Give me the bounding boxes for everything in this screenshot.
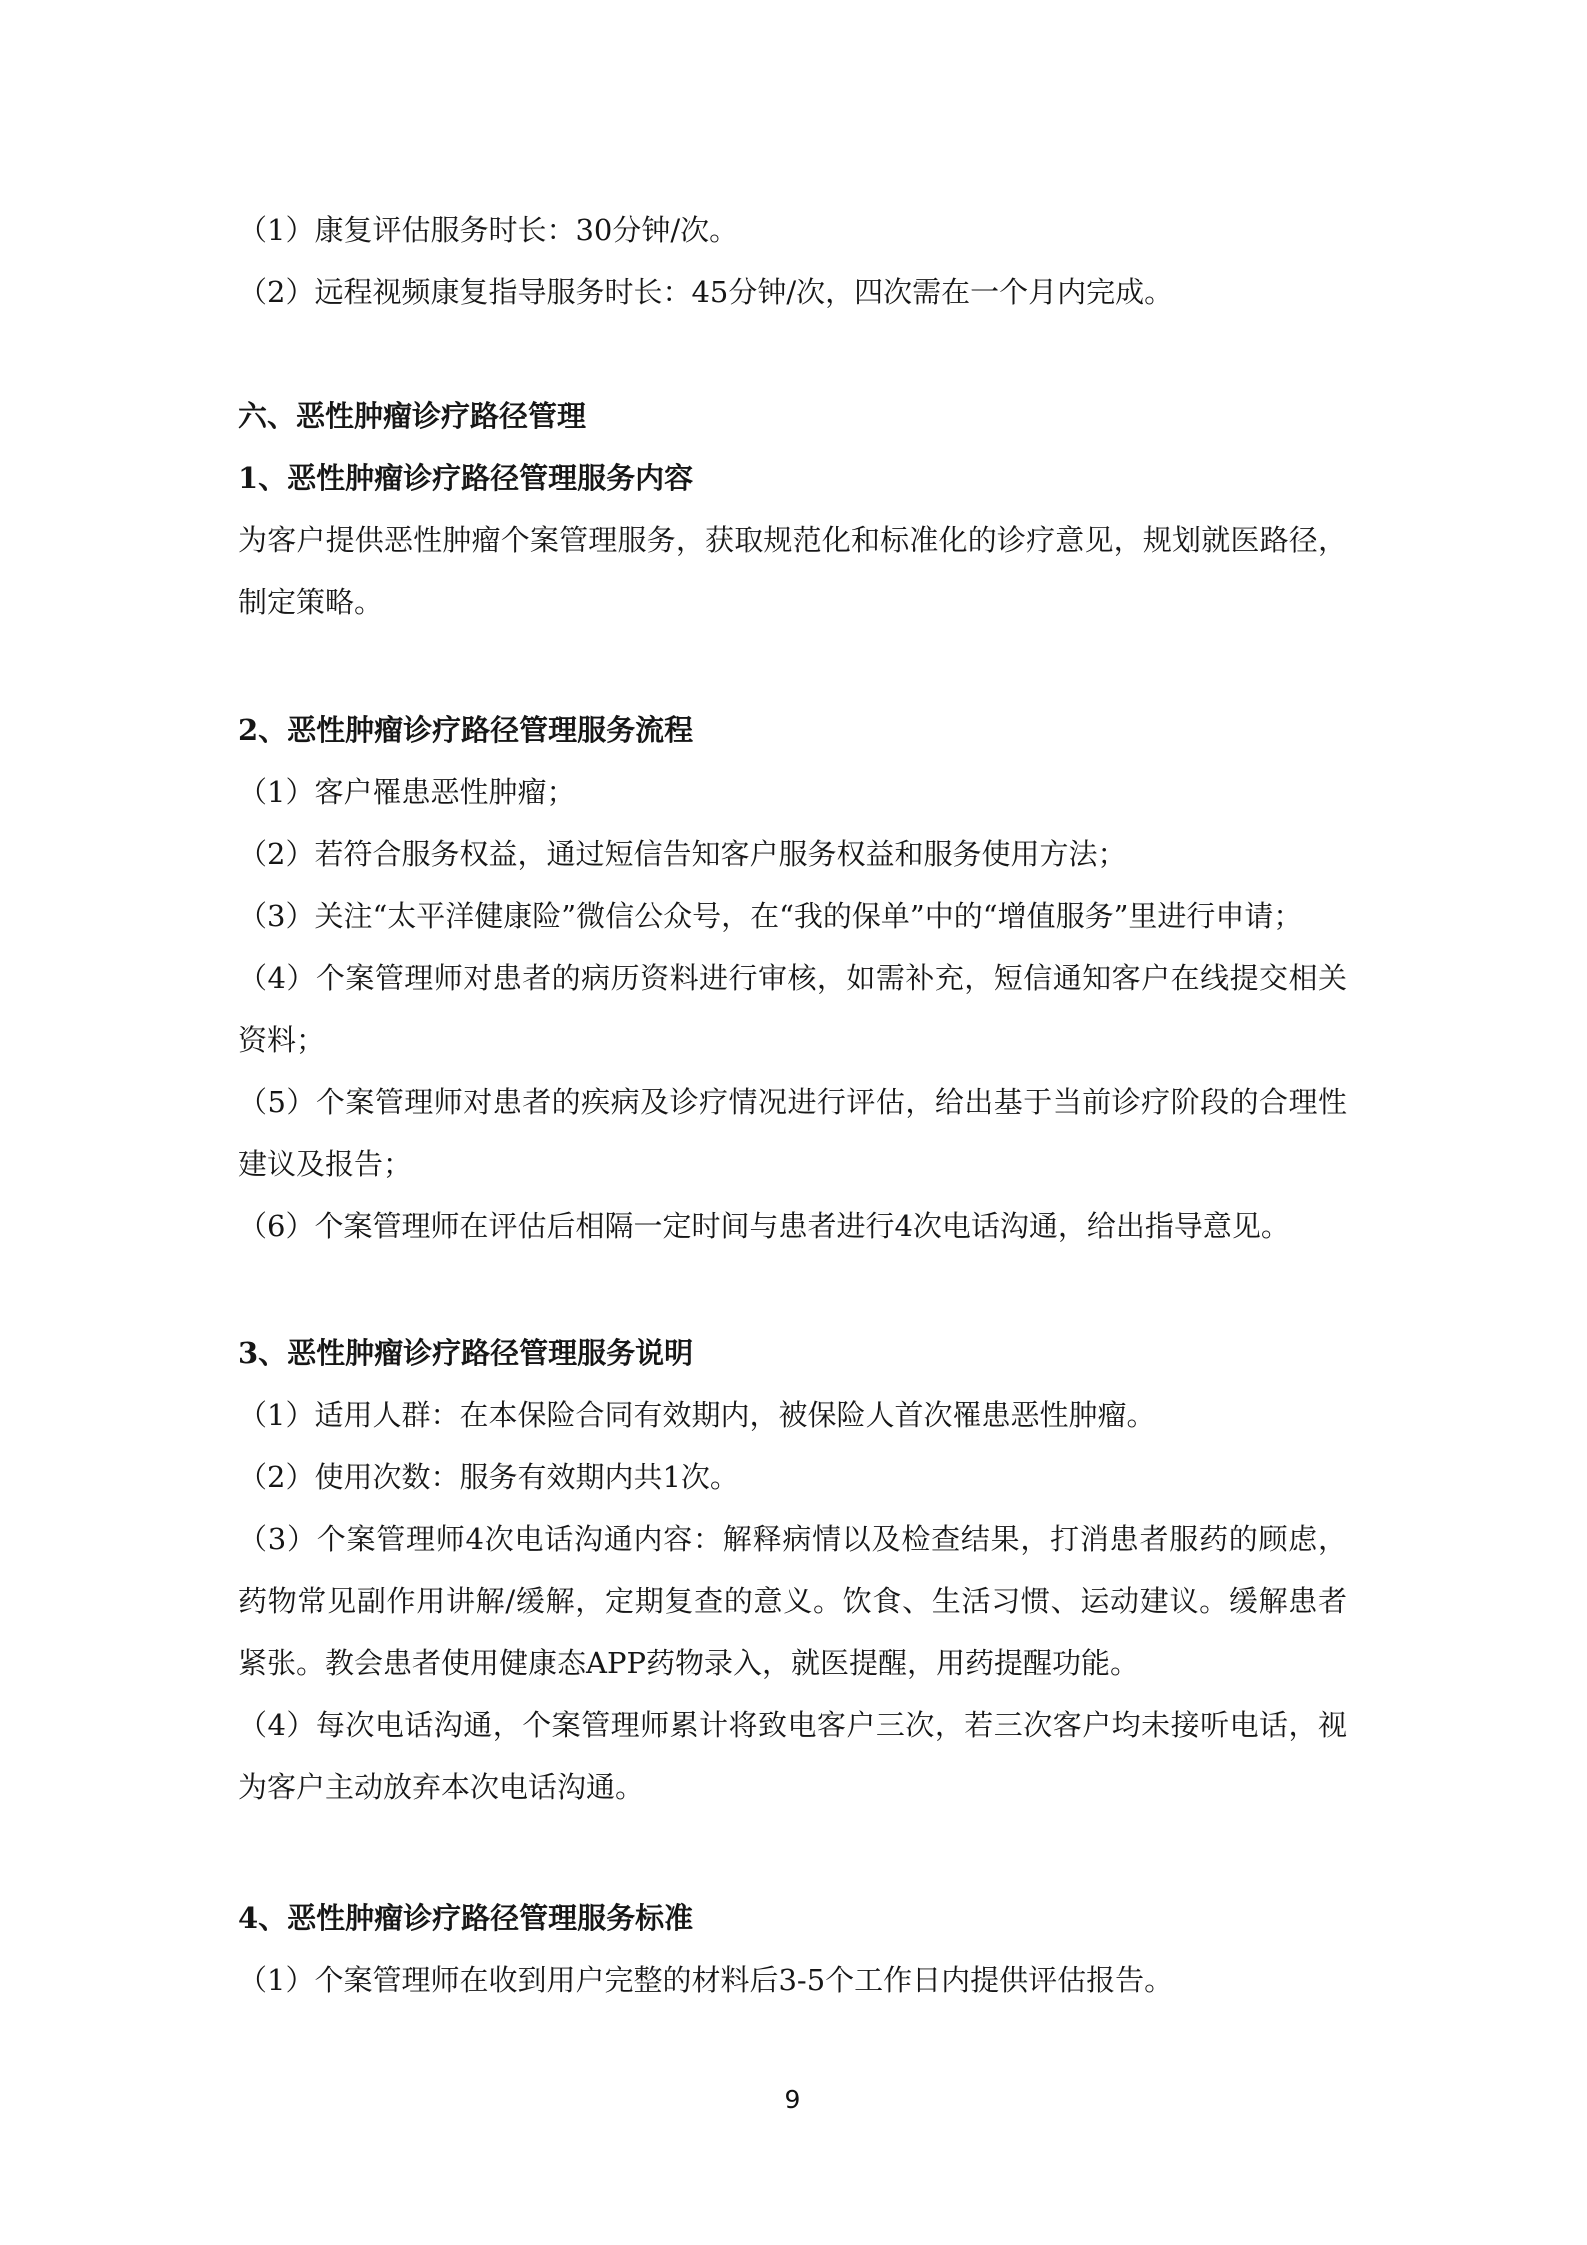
list-item: （2）若符合服务权益，通过短信告知客户服务权益和服务使用方法； bbox=[238, 837, 1127, 871]
paragraph: 为客户提供恶性肿瘤个案管理服务，获取规范化和标准化的诊疗意见，规划就医路径，制定策略。 bbox=[238, 523, 1347, 619]
subsection-heading-standard: 4、恶性肿瘤诊疗路径管理服务标准 bbox=[238, 1901, 694, 1935]
list-item: （1）个案管理师在收到用户完整的材料后3-5个工作日内提供评估报告。 bbox=[238, 1963, 1174, 1997]
blank-line bbox=[238, 1818, 1347, 1887]
list-item: （5）个案管理师对患者的疾病及诊疗情况进行评估，给出基于当前诊疗阶段的合理性建议及报告； bbox=[238, 1085, 1347, 1181]
blank-line bbox=[238, 1257, 1347, 1322]
subsection-heading-notes: 3、恶性肿瘤诊疗路径管理服务说明 bbox=[238, 1336, 694, 1370]
list-item: （1）适用人群：在本保险合同有效期内，被保险人首次罹患恶性肿瘤。 bbox=[238, 1398, 1156, 1432]
list-item: （2）远程视频康复指导服务时长：45分钟/次，四次需在一个月内完成。 bbox=[238, 275, 1174, 309]
list-item: （6）个案管理师在评估后相隔一定时间与患者进行4次电话沟通，给出指导意见。 bbox=[238, 1209, 1290, 1243]
list-item: （4）个案管理师对患者的病历资料进行审核，如需补充，短信通知客户在线提交相关资料； bbox=[238, 961, 1347, 1057]
section-heading: 六、恶性肿瘤诊疗路径管理 bbox=[238, 399, 587, 433]
list-item: （1）康复评估服务时长：30分钟/次。 bbox=[238, 213, 739, 247]
list-item: （4）每次电话沟通，个案管理师累计将致电客户三次，若三次客户均未接听电话，视为客户主动放弃本次电话沟通。 bbox=[238, 1708, 1347, 1804]
list-item: （2）使用次数：服务有效期内共1次。 bbox=[238, 1460, 739, 1494]
page-number: 9 bbox=[784, 2085, 801, 2114]
list-item: （3）关注“太平洋健康险”微信公众号，在“我的保单”中的“增值服务”里进行申请； bbox=[238, 899, 1303, 933]
subsection-heading-content: 1、恶性肿瘤诊疗路径管理服务内容 bbox=[238, 461, 694, 495]
list-item: （3）个案管理师4次电话沟通内容：解释病情以及检查结果，打消患者服药的顾虑，药物常见副作用讲解/缓解，定期复查的意义。饮食、生活习惯、运动建议。缓解患者紧张。教会患者使用健康态APP药物录入，就医提醒，用药提醒功能。 bbox=[238, 1522, 1347, 1680]
list-item: （1）客户罹患恶性肿瘤； bbox=[238, 775, 576, 809]
blank-line bbox=[238, 633, 1347, 699]
subsection-heading-process: 2、恶性肿瘤诊疗路径管理服务流程 bbox=[238, 713, 694, 747]
blank-line bbox=[238, 323, 1347, 385]
